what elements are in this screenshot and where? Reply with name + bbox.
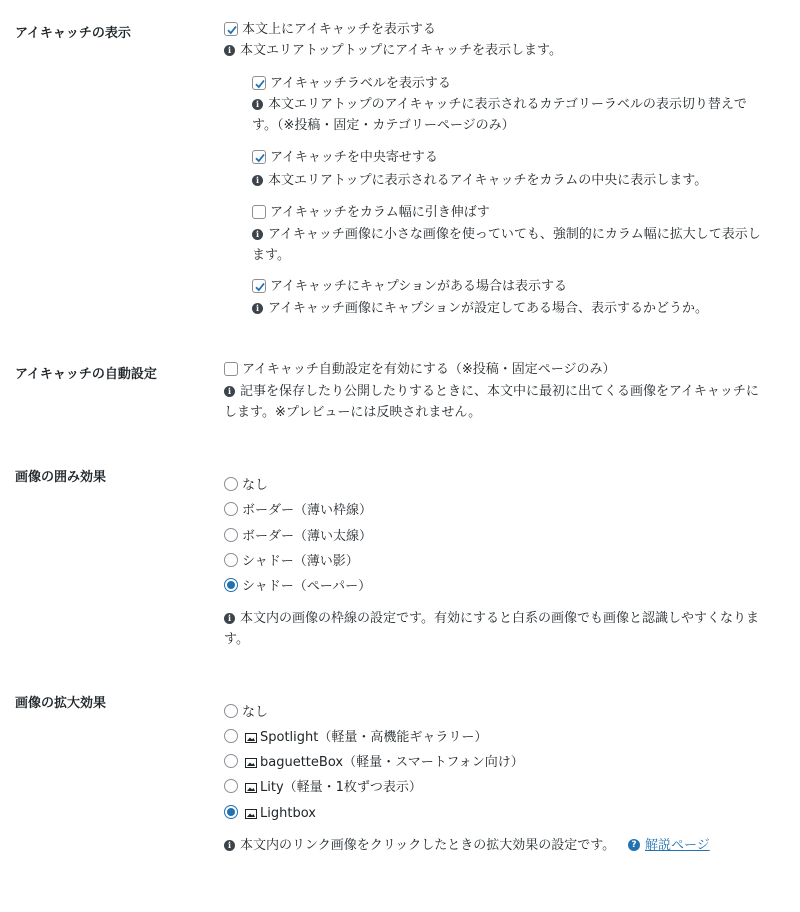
eyecatch-auto-description-cont: します。※プレビューには反映されません。 [224, 405, 482, 420]
image-border-option-none: なし [242, 478, 269, 493]
image-zoom-radio-lity[interactable] [224, 779, 238, 793]
image-zoom-option-baguettebox: baguetteBox（軽量・スマートフォン向け） [260, 755, 524, 770]
section-label-image-zoom: 画像の拡大効果 [15, 696, 107, 711]
eyecatch-caption-option: アイキャッチにキャプションがある場合は表示する [270, 279, 568, 294]
eyecatch-stretch-checkbox[interactable] [252, 205, 266, 219]
checkmark-icon [225, 23, 239, 37]
image-zoom-radio-baguettebox[interactable] [224, 754, 238, 768]
image-border-description: 本文内の画像の枠線の設定です。有効にすると白系の画像でも画像と認識しやすくなりま [240, 611, 759, 626]
image-border-radio-bold-border[interactable] [224, 528, 238, 542]
info-circle-icon: i [224, 45, 235, 56]
section-label-eyecatch-display: アイキャッチの表示 [15, 26, 131, 41]
info-circle-icon: i [224, 386, 235, 397]
checkmark-icon [253, 77, 267, 91]
image-zoom-option-none: なし [242, 705, 269, 720]
image-zoom-option-lightbox: Lightbox [260, 806, 316, 821]
image-icon [245, 809, 257, 819]
eyecatch-caption-description: アイキャッチ画像にキャプションが設定してある場合、表示するかどうか。 [268, 301, 709, 316]
eyecatch-center-checkbox[interactable] [252, 150, 266, 164]
eyecatch-stretch-description-cont: ます。 [252, 248, 290, 263]
question-circle-icon[interactable]: ? [628, 839, 640, 851]
eyecatch-auto-description: 記事を保存したり公開したりするときに、本文中に最初に出てくる画像をアイキャッチに [240, 384, 759, 399]
eyecatch-auto-checkbox[interactable] [224, 362, 238, 376]
info-circle-icon: i [224, 613, 235, 624]
eyecatch-display-description: 本文エリアトップトップにアイキャッチを表示します。 [240, 43, 563, 58]
image-border-option-thin-border: ボーダー（薄い枠線） [242, 503, 373, 518]
eyecatch-label-description-cont: す。（※投稿・固定・カテゴリーページのみ） [252, 118, 515, 133]
image-border-option-bold-border: ボーダー（薄い太線） [242, 529, 373, 544]
image-zoom-radio-lightbox[interactable] [224, 805, 238, 819]
eyecatch-label-checkbox[interactable] [252, 76, 266, 90]
eyecatch-display-option-label: 本文上にアイキャッチを表示する [242, 22, 436, 37]
eyecatch-caption-checkbox[interactable] [252, 279, 266, 293]
image-border-radio-none[interactable] [224, 477, 238, 491]
info-circle-icon: i [252, 99, 263, 110]
eyecatch-display-checkbox[interactable] [224, 22, 238, 36]
eyecatch-center-description: 本文エリアトップに表示されるアイキャッチをカラムの中央に表示します。 [268, 173, 708, 188]
image-icon [245, 733, 257, 743]
info-circle-icon: i [252, 303, 263, 314]
eyecatch-center-option: アイキャッチを中央寄せする [270, 150, 438, 165]
image-icon [245, 783, 257, 793]
image-zoom-radio-spotlight[interactable] [224, 729, 238, 743]
eyecatch-stretch-description: アイキャッチ画像に小さな画像を使っていても、強制的にカラム幅に拡大して表示し [268, 227, 761, 242]
info-circle-icon: i [252, 175, 263, 186]
info-circle-icon: i [224, 840, 235, 851]
image-zoom-radio-none[interactable] [224, 704, 238, 718]
image-border-description-cont: す。 [224, 632, 249, 647]
image-border-option-paper-shadow: シャドー（ペーパー） [242, 579, 372, 594]
eyecatch-stretch-option: アイキャッチをカラム幅に引き伸ばす [270, 205, 490, 220]
image-zoom-description: 本文内のリンク画像をクリックしたときの拡大効果の設定です。 [240, 838, 616, 853]
image-border-radio-light-shadow[interactable] [224, 553, 238, 567]
image-zoom-option-lity: Lity（軽量・1枚ずつ表示） [260, 780, 422, 795]
help-page-link[interactable]: 解説ページ [645, 838, 710, 853]
image-zoom-option-spotlight: Spotlight（軽量・高機能ギャラリー） [260, 730, 488, 745]
eyecatch-label-option: アイキャッチラベルを表示する [270, 76, 451, 91]
section-label-eyecatch-auto: アイキャッチの自動設定 [15, 367, 157, 382]
checkmark-icon [253, 280, 267, 294]
image-border-radio-thin-border[interactable] [224, 502, 238, 516]
checkmark-icon [253, 151, 267, 165]
info-circle-icon: i [252, 229, 263, 240]
eyecatch-auto-option: アイキャッチ自動設定を有効にする（※投稿・固定ページのみ） [242, 362, 616, 377]
image-icon [245, 758, 257, 768]
image-border-radio-paper-shadow[interactable] [224, 578, 238, 592]
image-border-option-light-shadow: シャドー（薄い影） [242, 554, 359, 569]
section-label-image-border: 画像の囲み効果 [15, 470, 107, 485]
eyecatch-label-description: 本文エリアトップのアイキャッチに表示されるカテゴリーラベルの表示切り替えで [268, 97, 747, 112]
